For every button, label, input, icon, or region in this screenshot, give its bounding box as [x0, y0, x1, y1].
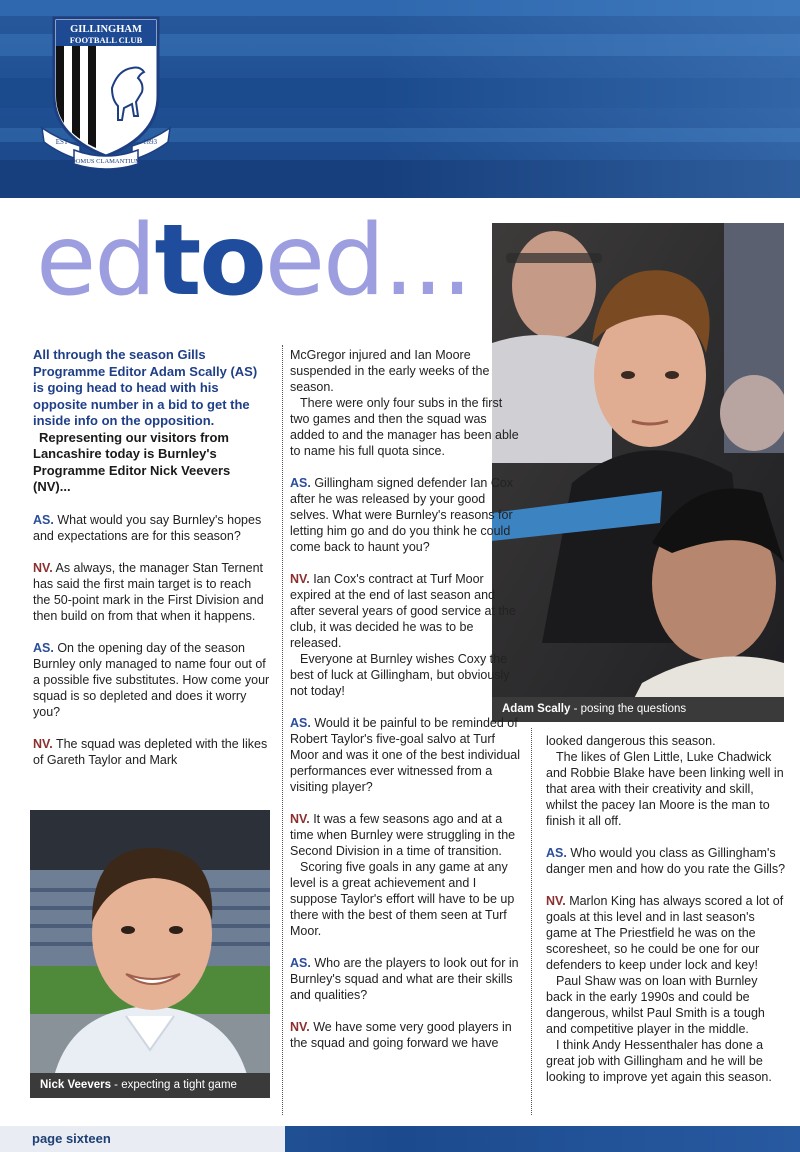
- answer-paragraph: [546, 893, 786, 973]
- adam-scally-photo: [492, 223, 784, 722]
- as-tag: AS.: [33, 512, 54, 527]
- page-footer: [0, 1126, 800, 1152]
- intro-text: All through the season Gills Programme Editor Adam Scally (AS) is going head to head with his opposite number in a bid to get the inside info on the opposition.: [33, 347, 258, 428]
- answer-paragraph: [290, 811, 520, 859]
- question-text: Who are the players to look out for in Burnley's squad and what are their skills and qualities?: [290, 956, 519, 1002]
- title-part-ed-dots: ed...: [264, 204, 471, 318]
- crowd-image: [492, 223, 784, 722]
- caption-text: - expecting a tight game: [110, 1079, 237, 1091]
- caption-name: Nick Veevers: [40, 1079, 111, 1091]
- answer-paragraph: [33, 560, 271, 624]
- answer-text: McGregor injured and Ian Moore suspended in the early weeks of the season.: [290, 348, 490, 394]
- club-crest-logo: [40, 10, 172, 170]
- stadium-portrait-image: [30, 810, 270, 1098]
- article-column-3: [546, 733, 786, 1085]
- answer-text: We have some very good players in the squad and going forward we have: [290, 1020, 512, 1050]
- svg-text:EST: EST: [55, 138, 69, 146]
- as-tag: AS.: [290, 476, 311, 490]
- answer-paragraph: [33, 736, 271, 768]
- as-tag: AS.: [546, 846, 567, 860]
- question-text: What would you say Burnley's hopes and expectations are for this season?: [33, 512, 262, 543]
- nick-photo-caption: [30, 1073, 270, 1098]
- question-text: Would it be painful to be reminded of Robert Taylor's five-goal salvo at Turf Moor and was it one of the best individual performances ever witnessed from a visiting player?: [290, 716, 520, 794]
- svg-text:DOMUS CLAMANTIUM: DOMUS CLAMANTIUM: [71, 158, 141, 165]
- as-tag: AS.: [33, 640, 54, 655]
- answer-text: Marlon King has always scored a lot of goals at this level and in last season's game at The Priestfield he was on the scoresheet, so he could be one for our defenders to keep under lock and key!: [546, 894, 784, 972]
- answer-text: Ian Cox's contract at Turf Moor expired at the end of last season and after several years of good service at the club, it was decided he was to be released.: [290, 572, 516, 650]
- page-number-label: page sixteen: [32, 1131, 111, 1146]
- header-banner: [0, 0, 800, 198]
- answer-text: The likes of Glen Little, Luke Chadwick and Robbie Blake have been linking well in that area with their creativity and skill, whilst the pacey Ian Moore is the man to finish it all off.: [546, 750, 784, 828]
- title-part-ed: ed: [36, 204, 155, 318]
- caption-name: Adam Scally: [502, 703, 571, 715]
- title-part-to: to: [154, 204, 265, 318]
- question-paragraph: [546, 845, 786, 877]
- question-text: On the opening day of the season Burnley only managed to name four out of a possible five substitutes. How come your squad is so depleted and does it worry you?: [33, 640, 270, 719]
- nv-tag: NV.: [290, 812, 310, 826]
- nick-veevers-photo: [30, 810, 270, 1098]
- question-text: Who would you class as Gillingham's danger men and how do you rate the Gills?: [546, 846, 786, 876]
- answer-text: There were only four subs in the first two games and then the squad was added to and the manager has been able to name his full quota since.: [290, 396, 519, 458]
- question-paragraph: [290, 955, 520, 1003]
- answer-text: It was a few seasons ago and at a time when Burnley were struggling in the Second Division in a time of transition.: [290, 812, 516, 858]
- svg-text:FOOTBALL CLUB: FOOTBALL CLUB: [69, 35, 143, 45]
- article-column-1: [33, 347, 271, 768]
- answer-text: looked dangerous this season.: [546, 734, 716, 748]
- header-glow: [380, 0, 800, 198]
- answer-text: The squad was depleted with the likes of Gareth Taylor and Mark: [33, 736, 268, 767]
- intro-paragraph: [33, 347, 271, 496]
- intro-text: Representing our visitors from Lancashire today is Burnley's Programme Editor Nick Veevers (NV)...: [33, 429, 231, 494]
- as-tag: AS.: [290, 716, 311, 730]
- answer-text: As always, the manager Stan Ternent has said the first main target is to reach the 50-point mark in the First Division and then build on from that when it happens.: [33, 560, 264, 623]
- adam-photo-caption: [492, 697, 784, 722]
- article-title: [36, 204, 471, 318]
- answer-paragraph: [290, 571, 520, 651]
- question-text: Gillingham signed defender Ian Cox after he was released by your good selves. What were Burnley's reasons for letting him go and do you think he could come back to haunt you?: [290, 476, 514, 554]
- column-divider: [531, 728, 532, 1115]
- nv-tag: NV.: [290, 1020, 310, 1034]
- answer-text: Scoring five goals in any game at any level is a great achievement and I suppose Taylor's effort will have to be up there with the best of them seen at Turf Moor.: [290, 860, 515, 938]
- article-column-2: [290, 347, 520, 1051]
- question-paragraph: [290, 475, 520, 555]
- nv-tag: NV.: [33, 560, 53, 575]
- question-paragraph: [33, 640, 271, 720]
- column-divider: [282, 345, 283, 1115]
- question-paragraph: [290, 715, 520, 795]
- nv-tag: NV.: [290, 572, 310, 586]
- as-tag: AS.: [290, 956, 311, 970]
- svg-text:GILLINGHAM: GILLINGHAM: [70, 24, 142, 35]
- svg-text:1893: 1893: [143, 138, 157, 146]
- answer-text: Everyone at Burnley wishes Coxy the best of luck at Gillingham, but obviously not today!: [290, 652, 510, 698]
- nv-tag: NV.: [33, 736, 53, 751]
- answer-text: I think Andy Hessenthaler has done a great job with Gillingham and he will be looking to improve yet again this season.: [546, 1038, 772, 1084]
- question-paragraph: [33, 512, 271, 544]
- answer-paragraph: [290, 1019, 520, 1051]
- nv-tag: NV.: [546, 894, 566, 908]
- answer-text: Paul Shaw was on loan with Burnley back in the early 1990s and could be dangerous, whilst Paul Smith is a tough and competitive player in the middle.: [546, 974, 765, 1036]
- caption-text: - posing the questions: [570, 703, 687, 715]
